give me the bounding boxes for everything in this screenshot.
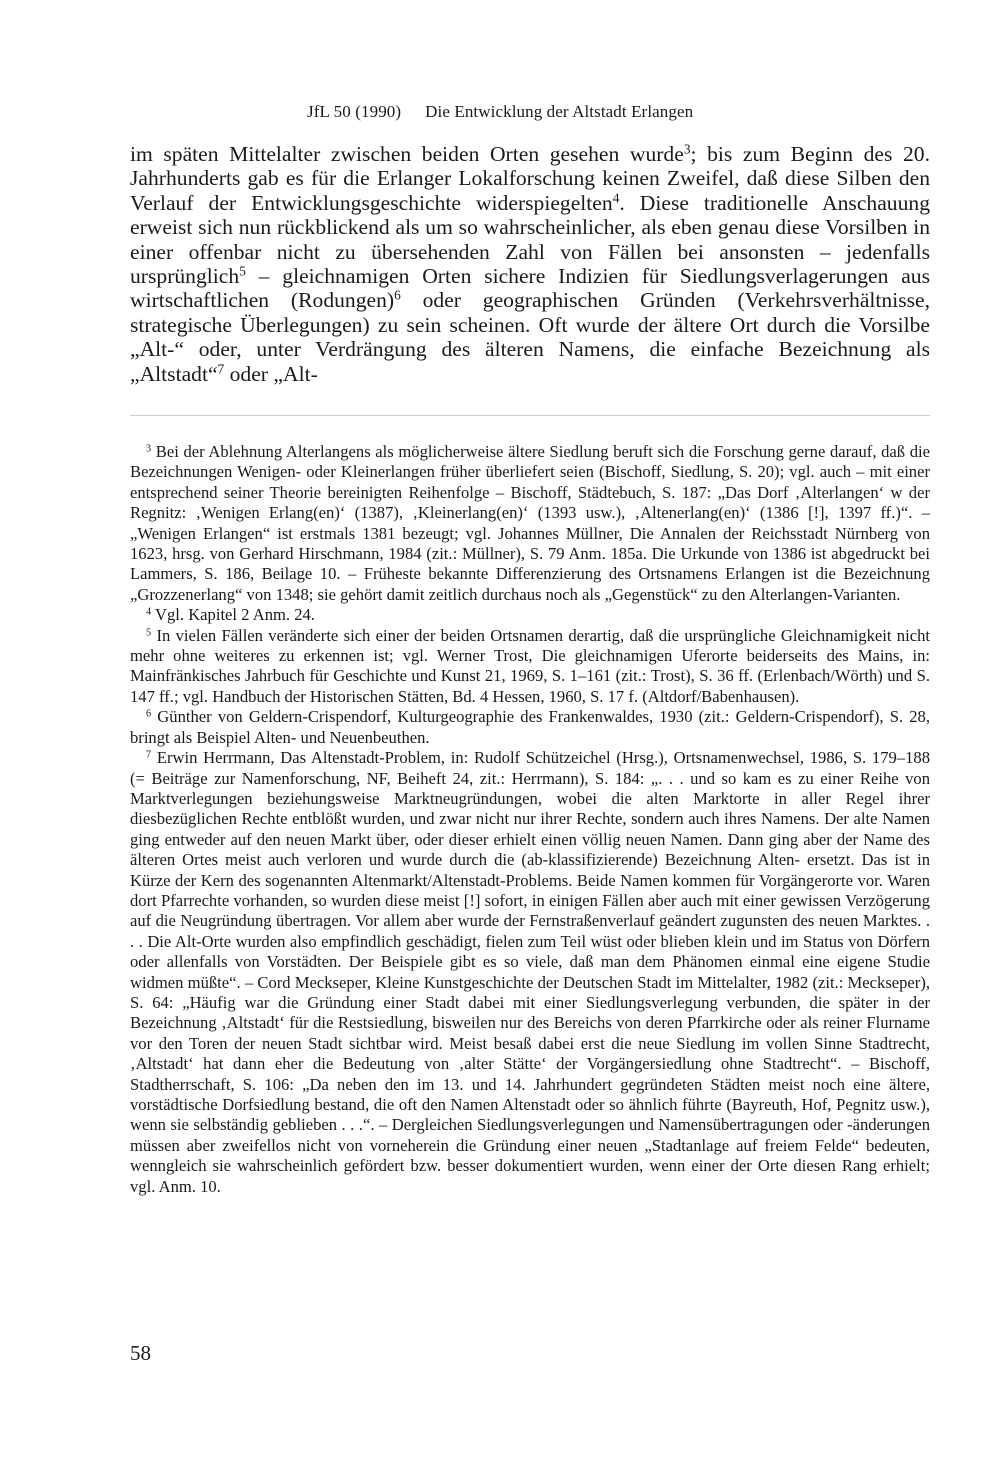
body-segment: . Diese traditionelle Anschauung erweist sich nun rückblickend als um so wahrscheinlicher, als eben genau diese Vorsilben in einer offenbar nicht zu übersehenden Zahl von Fällen bei ansonsten – jedenfalls ursprünglich	[130, 190, 930, 289]
page-number: 58	[130, 1341, 151, 1365]
footnote-number: 4	[146, 606, 152, 618]
journal-reference: JfL 50 (1990)	[307, 102, 402, 121]
footnote-number: 5	[146, 627, 152, 638]
body-segment: – gleichnamigen Orten sichere Indizien für Siedlungsverlagerungen aus wirtschaftlichen (Rodungen)	[130, 264, 930, 313]
footnote-divider	[130, 415, 930, 416]
body-segment: oder „Alt-	[224, 361, 318, 386]
footnote-number: 3	[146, 443, 152, 455]
footnote-text: Vgl. Kapitel 2 Anm. 24.	[155, 605, 315, 625]
footnote-ref-6: 6	[394, 288, 401, 304]
footnote-ref-4: 4	[612, 190, 620, 206]
footnote-text: Bei der Ablehnung Alterlangens als möglicherweise ältere Siedlung beruft sich die Forschung gerne darauf, daß die Bezeichnungen Wenigen- oder Kleinerlangen früher überliefert seien (Bischoff, Siedlung, S. 20); vgl. auch – mit einer entsprechend seiner Theorie bereinigten Reihenfolge – Bischoff, Städtebuch, S. 187: „Das Dorf ‚Alterlangen‘ w der Regnitz: ‚Wenigen Erlang(en)‘ (1387), ‚Kleinerlang(en)‘ (1393 usw.), ‚Altenerlang(en)‘ (1386 [!], 1397 ff.)“. – „Wenigen Erlangen“ ist erstmals 1381 bezeugt; vgl. Johannes Müllner, Die Annalen der Reichsstadt Nürnberg von 1623, hrsg. von Gerhard Hirschmann, 1984 (zit.: Müllner), S. 79 Anm. 185a. Die Urkunde von 1386 ist abgedruckt bei Lammers, S. 186, Beilage 10. – Früheste bekannte Differenzierung des Ortsnamens Erlangen ist die Bezeichnung „Grozzenerlang“ von 1348; sie gehört damit zeitlich durchaus noch als „Gegenstück“ zu den Alterlangen-Varianten.	[130, 442, 930, 604]
footnote-number: 6	[146, 708, 152, 720]
footnote-6	[130, 707, 930, 748]
body-text	[130, 142, 930, 386]
footnote-7	[130, 748, 930, 1197]
running-header	[307, 102, 693, 122]
footnote-text: Günther von Geldern-Crispendorf, Kulturgeographie des Frankenwaldes, 1930 (zit.: Geldern-Crispendorf), S. 28, bringt als Beispiel Alten- und Neuenbeuthen.	[130, 707, 930, 747]
main-paragraph	[130, 142, 930, 386]
footnote-5	[130, 626, 930, 708]
body-segment: oder geographischen Gründen (Verkehrsverhältnisse, strategische Überlegungen) zu sein scheinen. Oft wurde der ältere Ort durch die Vorsilbe „Alt-“ oder, unter Verdrängung des älteren Namens, die einfache Bezeichnung als „Altstadt“	[130, 288, 930, 386]
body-segment: ; bis zum Beginn des 20. Jahrhunderts gab es für die Erlanger Lokalforschung keinen Zweifel, daß diese Silben den Verlauf der Entwicklungsgeschichte widerspiegelten	[130, 142, 930, 215]
footnotes	[130, 442, 930, 1197]
footnote-text: In vielen Fällen veränderte sich einer der beiden Ortsnamen derartig, daß die ursprüngliche Gleichnamigkeit nicht mehr ohne weiteres zu erkennen ist; vgl. Werner Trost, Die gleichnamigen Uferorte beiderseits des Mains, in: Mainfränkisches Jahrbuch für Geschichte und Kunst 21, 1969, S. 1–161 (zit.: Trost), S. 36 ff. (Erlenbach/Wörth) und S. 147 ff.; vgl. Handbuch der Historischen Stätten, Bd. 4 Hessen, 1960, S. 17 f. (Altdorf/Babenhausen).	[130, 625, 930, 706]
article-title: Die Entwicklung der Altstadt Erlangen	[425, 102, 694, 121]
footnote-text: Erwin Herrmann, Das Altenstadt-Problem, in: Rudolf Schützeichel (Hrsg.), Ortsnamenwechsel, 1986, S. 179–188 (= Beiträge zur Namenforschung, NF, Beiheft 24, zit.: Herrmann), S. 184: „. . . und so kam es zu einer Reihe von Marktverlegungen beziehungsweise Marktneugründungen, wobei die alten Marktorte in aller Regel ihrer diesbezüglichen Rechte entblößt wurden, und zwar nicht nur ihrer Rechte, sondern auch ihres Namens. Der alte Namen ging entweder auf den neuen Markt über, oder dieser erhielt einen völlig neuen Namen. Dann ging aber der Name des älteren Ortes meist auch verloren und wurde durch die (ab-klassifizierende) Bezeichnung Alten- ersetzt. Das ist in Kürze der Kern des sogenannten Altenmarkt/Altenstadt-Problems. Beide Namen kommen für Vorgängerorte vor. Waren dort Pfarrechte vorhanden, so wurden diese meist [!] sofort, in einigen Fällen aber auch mit einer gewissen Verzögerung auf die Neugründung übertragen. Vor allem aber wurde der Fernstraßenverlauf geändert zugunsten des neuen Marktes. . . . Die Alt-Orte wurden also empfindlich geschädigt, fielen zum Teil wüst oder blieben klein und im Status von Dörfern oder allenfalls von Vorstädten. Der Beispiele gibt es so viele, daß man dem Phänomen einmal eine eigene Studie widmen müßte“. – Cord Meckseper, Kleine Kunstgeschichte der Deutschen Stadt im Mittelalter, 1982 (zit.: Meckseper), S. 64: „Häufig war die Gründung einer Stadt dabei mit einer Siedlungsverlegung verbunden, die später in der Bezeichnung ‚Altstadt‘ für die Restsiedlung, bisweilen nur des Bereichs von deren Pfarrkirche oder als reiner Flurname vor den Toren der neuen Stadt sichtbar wird. Meist besaß dabei erst die neue Siedlung im vollen Sinne Stadtrecht, ‚Altstadt‘ hat dann eher die Bedeutung von ‚alter Stätte‘ der Vorgängersiedlung ohne Stadtrecht“. – Bischoff, Stadtherrschaft, S. 106: „Da neben den im 13. und 14. Jahrhundert gegründeten Städten meist noch eine ältere, vorstädtische Dorfsiedlung bestand, die oft den Namen Altenstadt oder so ähnlich führte (Bayreuth, Hof, Pegnitz usw.), wenn sie selbständig geblieben . . .“. – Dergleichen Siedlungsverlegungen und Namensübertragungen oder -änderungen müssen aber zweifellos nicht von vorneherein die Gründung einer neuen „Stadtanlage auf freiem Felde“ bedeuten, wenngleich sie wahrscheinlich gefördert bzw. besser dokumentiert wurden, wenn einer der Orte diesen Rang erhielt; vgl. Anm. 10.	[130, 748, 930, 1196]
footnote-ref-5: 5	[239, 263, 246, 279]
footnote-3	[130, 442, 930, 605]
footnote-number: 7	[146, 749, 152, 761]
footnote-ref-3: 3	[683, 141, 691, 157]
footnote-4	[130, 605, 930, 625]
body-segment: im späten Mittelalter zwischen beiden Orten gesehen wurde	[130, 142, 684, 166]
footnote-ref-7: 7	[217, 361, 225, 377]
